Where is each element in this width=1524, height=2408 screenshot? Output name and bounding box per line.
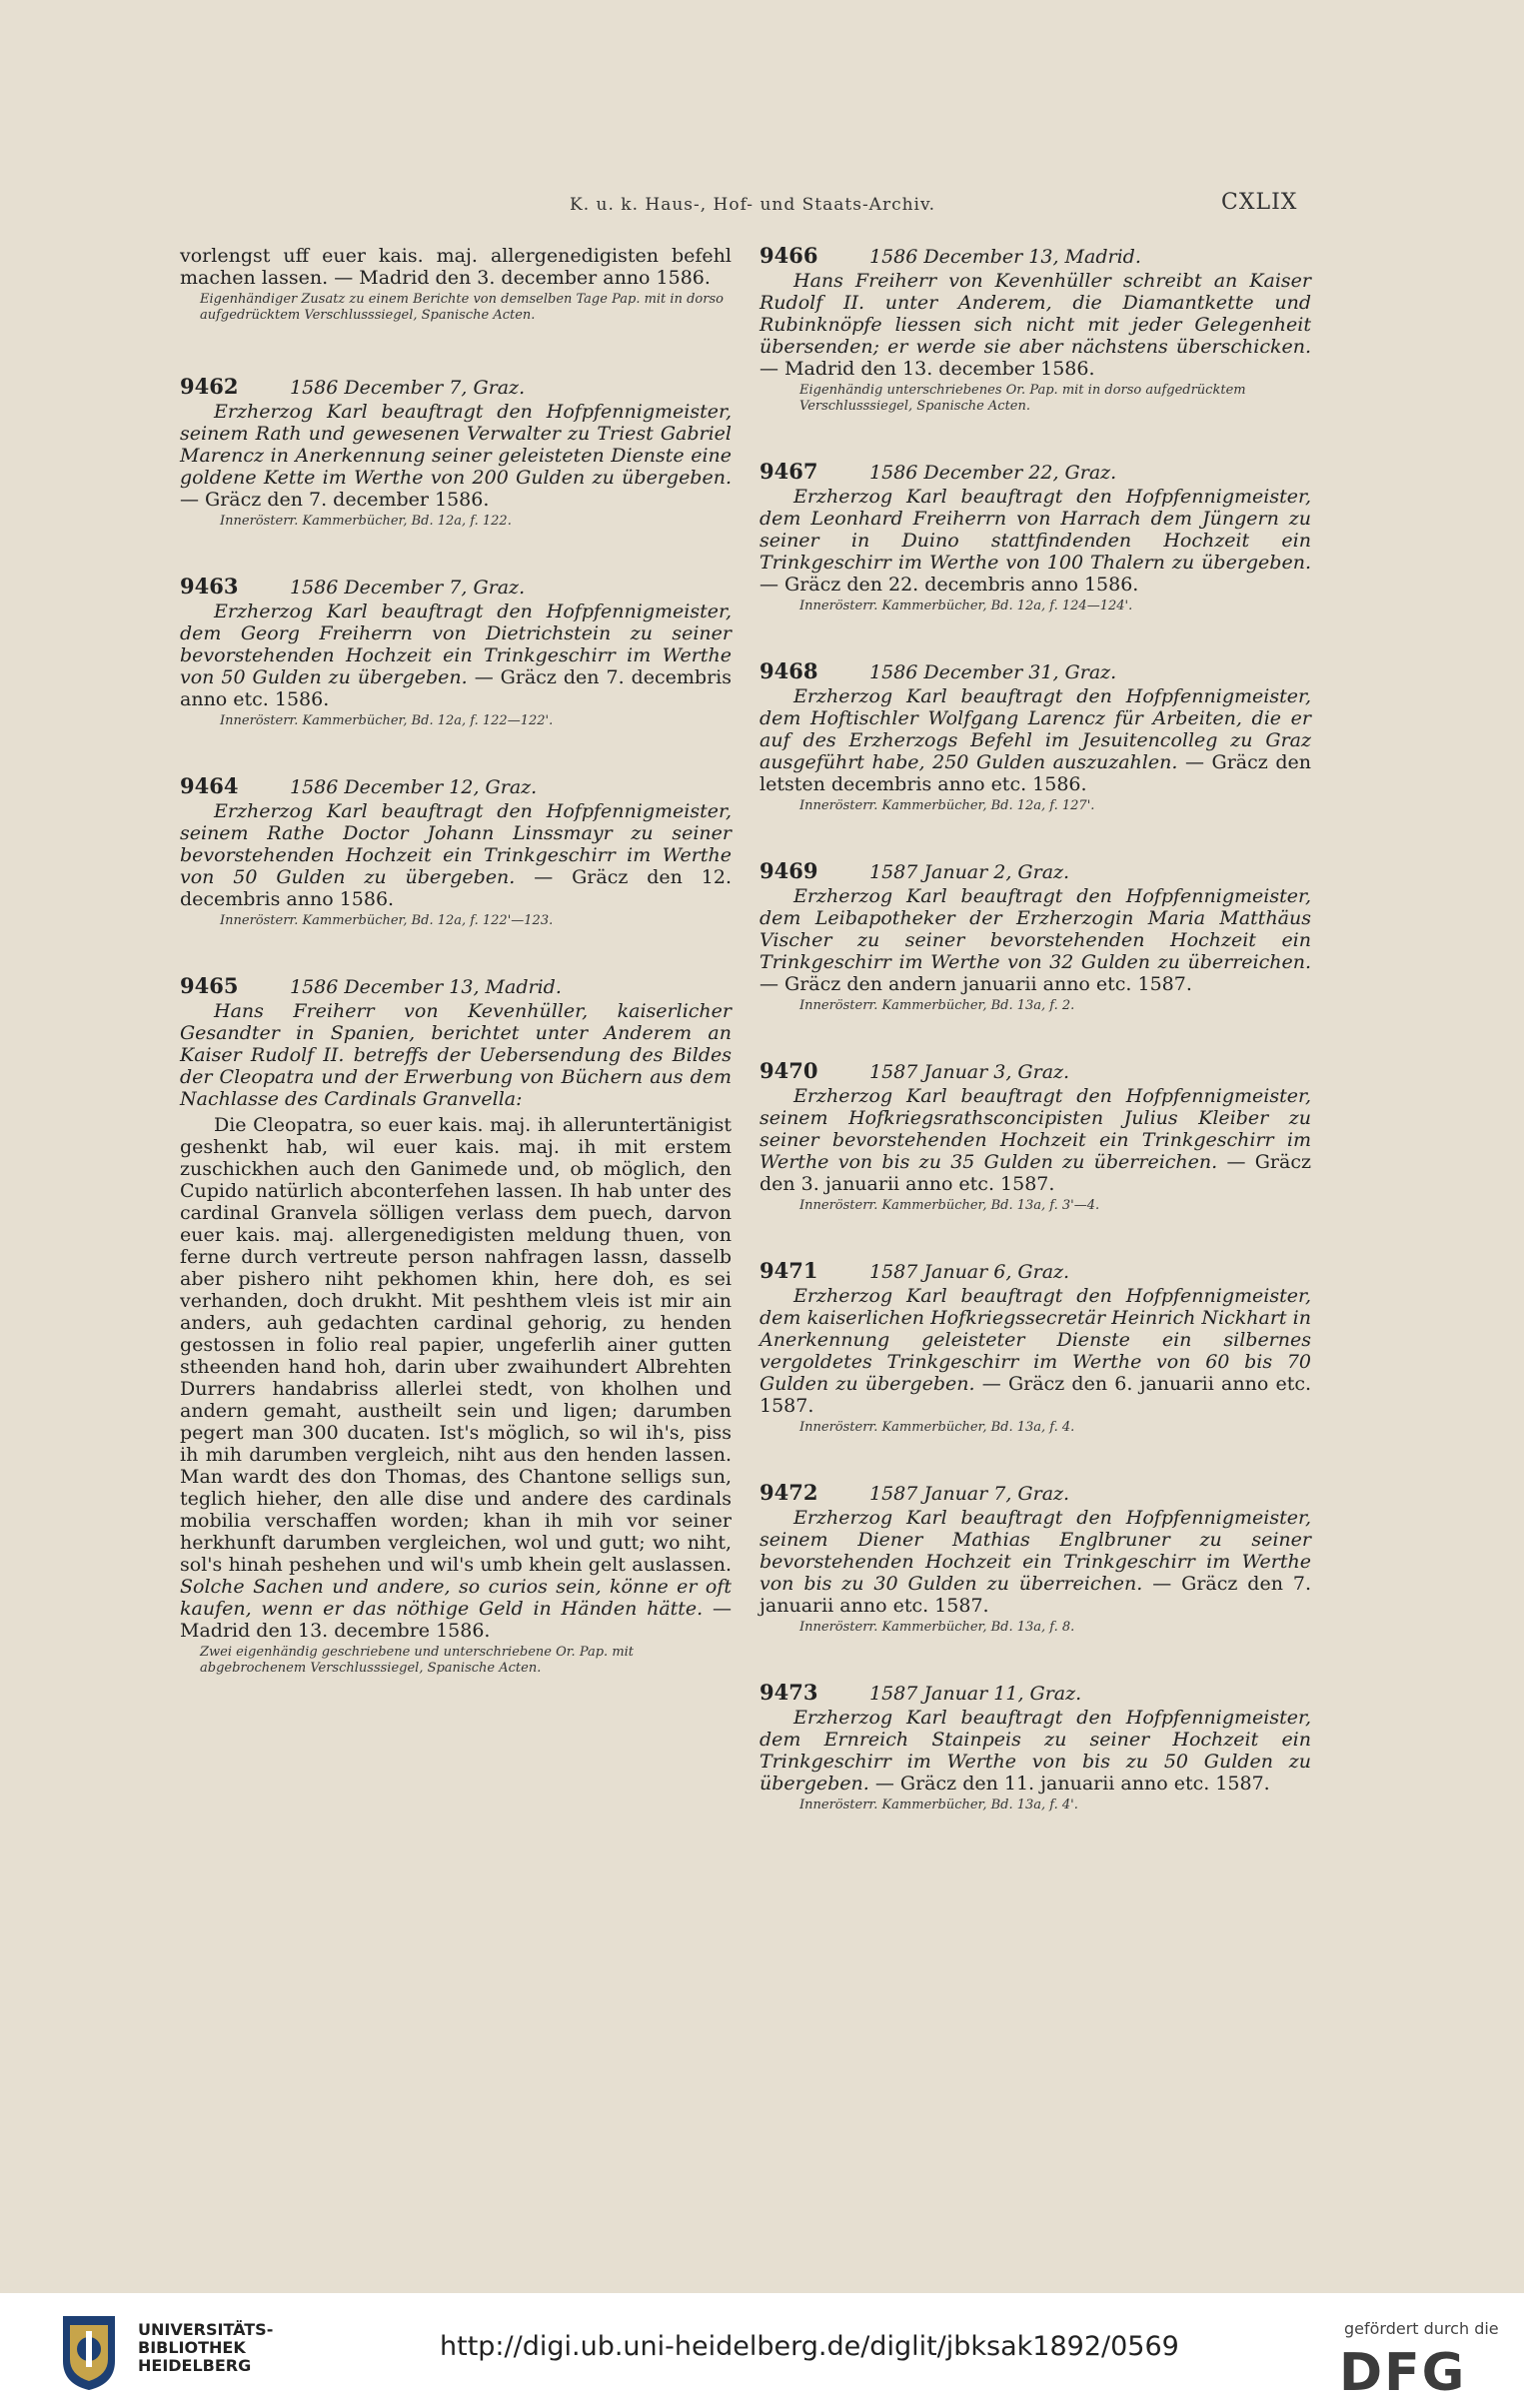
entry-date: 1586 December 12, Graz. bbox=[290, 776, 538, 798]
entry-number: 9470 bbox=[760, 1058, 818, 1083]
entry-summary: Hans Freiherr von Kevenhüller, kaiserlicher Gesandter in Spanien, berichtet unter Anderem an Kaiser Rudolf II. betreffs der Uebersendung des Bildes der Cleopatra und der Erwerbung von Büchern aus dem Nachlasse des Cardinals Granvella: bbox=[180, 1000, 732, 1110]
entry-summary: Erzherzog Karl beauftragt den Hofpfennigmeister, seinem Rathe Doctor Johann Linssmayr zu seiner bevorstehenden Hochzeit ein Trinkgeschirr im Werthe von 50 Gulden zu übergeben. — Gräcz den 12. decembris anno 1586. bbox=[180, 800, 732, 910]
page-header bbox=[0, 185, 1524, 225]
entry-number: 9468 bbox=[760, 658, 818, 683]
entry-source: Innerösterr. Kammerbücher, Bd. 13a, f. 2. bbox=[799, 998, 1075, 1013]
entry-summary: Erzherzog Karl beauftragt den Hofpfennigmeister, seinem Diener Mathias Englbruner zu seiner bevorstehenden Hochzeit ein Trinkgeschirr im Werthe von bis zu 30 Gulden zu überreichen. — Gräcz den 7. januarii anno etc. 1587. bbox=[760, 1507, 1311, 1617]
entry-summary: Erzherzog Karl beauftragt den Hofpfennigmeister, dem kaiserlichen Hofkriegssecretär Heinrich Nickhart in Anerkennung geleisteter Dienste ein silbernes vergoldetes Trinkgeschirr im Werthe von 60 bis 70 Gulden zu übergeben. — Gräcz den 6. januarii anno etc. 1587. bbox=[760, 1285, 1312, 1417]
entry-number: 9462 bbox=[180, 374, 239, 399]
left-column bbox=[180, 245, 732, 1723]
entry-number: 9469 bbox=[760, 858, 818, 883]
entry-date: 1586 December 7, Graz. bbox=[290, 577, 526, 599]
viewer-footer bbox=[0, 2293, 1524, 2408]
entry-9465 bbox=[180, 975, 732, 1677]
entry-summary: Erzherzog Karl beauftragt den Hofpfennigmeister, dem Leonhard Freiherrn von Harrach dem Jüngern zu seiner in Duino stattfindenden Hochzeit ein Trinkgeschirr im Werthe von 100 Thalern zu übergeben. — Gräcz den 22. decembris anno 1586. bbox=[760, 486, 1311, 596]
page-number: CXLIX bbox=[1221, 190, 1298, 215]
entry-date: 1587 Januar 3, Graz. bbox=[869, 1061, 1070, 1083]
entry-text: vorlengst uff euer kais. maj. allergenedigisten befehl machen lassen. — Madrid den 3. december anno 1586. bbox=[180, 245, 732, 289]
library-name: UNIVERSITÄTS- BIBLIOTHEK HEIDELBERG bbox=[138, 2320, 274, 2375]
entry-9463 bbox=[180, 576, 732, 729]
entry-source: Innerösterr. Kammerbücher, Bd. 12a, f. 122. bbox=[220, 514, 512, 529]
entry-date: 1586 December 13, Madrid. bbox=[290, 976, 562, 998]
funded-by-label: gefördert durch die bbox=[1344, 2319, 1499, 2338]
entry-9468 bbox=[760, 660, 1311, 814]
entry-9464 bbox=[180, 775, 732, 929]
entry-number: 9467 bbox=[760, 459, 818, 484]
entry-number: 9473 bbox=[760, 1680, 818, 1705]
entry-summary: Erzherzog Karl beauftragt den Hofpfennigmeister, seinem Rath und gewesenen Verwalter zu Triest Gabriel Marencz in Anerkennung seiner geleisteten Dienste eine goldene Kette im Werthe von 200 Gulden zu übergeben. — Gräcz den 7. december 1586. bbox=[180, 401, 732, 511]
entry-summary: Hans Freiherr von Kevenhüller schreibt an Kaiser Rudolf II. unter Anderem, die Diamantkette und Rubinknöpfe liessen sich nicht mit jeder Gelegenheit übersenden; er werde sie aber nächstens überschicken. — Madrid den 13. december 1586. bbox=[760, 270, 1311, 380]
entry-source: Eigenhändig unterschriebenes Or. Pap. mit in dorso aufgedrücktem Verschlusssiegel, Spanische Acten. bbox=[799, 383, 1246, 414]
entry-9466 bbox=[760, 245, 1311, 415]
entry-9469 bbox=[760, 860, 1311, 1014]
entry-source: Eigenhändiger Zusatz zu einem Berichte von demselben Tage Pap. mit in dorso aufgedrücktem Verschlusssiegel, Spanische Acten. bbox=[200, 292, 724, 323]
entry-number: 9465 bbox=[180, 973, 239, 998]
entry-source: Innerösterr. Kammerbücher, Bd. 12a, f. 127'. bbox=[799, 798, 1095, 813]
entry-summary: Erzherzog Karl beauftragt den Hofpfennigmeister, dem Leibapotheker der Erzherzogin Maria Matthäus Vischer zu seiner bevorstehenden Hochzeit ein Trinkgeschirr im Werthe von 32 Gulden zu überreichen. — Gräcz den andern januarii anno etc. 1587. bbox=[760, 885, 1311, 995]
entry-source: Innerösterr. Kammerbücher, Bd. 12a, f. 122'—123. bbox=[220, 913, 554, 928]
entry-9473 bbox=[760, 1682, 1311, 1813]
permalink[interactable]: http://digi.ub.uni-heidelberg.de/diglit/jbksak1892/0569 bbox=[440, 2331, 1179, 2362]
entry-number: 9466 bbox=[760, 243, 818, 268]
entry-text: Die Cleopatra, so euer kais. maj. ih alleruntertänigist geshenkt hab, wil euer kais. maj. ih mit erstem zuschickhen auch den Ganimede und, ob möglich, den Cupido natürlich abconterfehen lassen. Ih hab unter des cardinal Granvela sölligen verlass dem puech, darvon euer kais. maj. allergenedigisten meldung thuen, von ferne durch vertreute person nahfragen lassn, dasselb aber pishero niht pekhomen khin, here doh, es sei verhanden, doch drukht. Mit peshthem vleis ist mir ain anders, auh gedachten cardinal gehorig, zu henden gestossen in folio real papier, ungeferlih ainer gutten stheenden hand hoh, darin uber zwaihundert Albrehten Durrers handabriss allerlei stedt, von kholhen und andern gemaht, austheilt sein und ligen; darumben pegert man 300 ducaten. Ist's möglich, so wil ih's, piss ih mih darumben vergleich, niht aus den henden lassen. Man wardt des don Thomas, des Chantone selligs sun, teglich hieher, den alle dise und andere des cardinals mobilia verschaffen worden; khan ih mih vor seiner herkhunft darumben vergleichen, wol und gutt; wo niht, sol's hinah peshehen und wil's umb khein gelt auslassen. Solche Sachen und andere, so curios sein, könne er oft kaufen, wenn er das nöthige Geld in Händen hätte. — Madrid den 13. decembre 1586. bbox=[180, 1114, 732, 1642]
entry-date: 1587 Januar 2, Graz. bbox=[869, 861, 1070, 883]
entry-summary: Erzherzog Karl beauftragt den Hofpfennigmeister, seinem Hofkriegsrathsconcipisten Julius Kleiber zu seiner bevorstehenden Hochzeit ein Trinkgeschirr im Werthe von bis zu 35 Gulden zu überreichen. — Gräcz den 3. januarii anno etc. 1587. bbox=[760, 1085, 1311, 1195]
entry-source: Innerösterr. Kammerbücher, Bd. 12a, f. 124—124'. bbox=[799, 599, 1133, 613]
entry-date: 1587 Januar 11, Graz. bbox=[869, 1683, 1082, 1705]
entry-summary: Erzherzog Karl beauftragt den Hofpfennigmeister, dem Ernreich Stainpeis zu seiner Hochzeit ein Trinkgeschirr im Werthe von bis zu 50 Gulden zu übergeben. — Gräcz den 11. januarii anno etc. 1587. bbox=[760, 1707, 1311, 1795]
entry-date: 1586 December 31, Graz. bbox=[869, 661, 1117, 683]
entry-summary: Erzherzog Karl beauftragt den Hofpfennigmeister, dem Hoftischler Wolfgang Larencz für Arbeiten, die er auf des Erzherzogs Befehl im Jesuitencolleg zu Graz ausgeführt habe, 250 Gulden auszuzahlen. — Gräcz den letsten decembris anno etc. 1586. bbox=[760, 685, 1311, 795]
right-column bbox=[760, 245, 1311, 1859]
entry-source: Innerösterr. Kammerbücher, Bd. 13a, f. 4'. bbox=[799, 1798, 1078, 1812]
dfg-logo: DFG bbox=[1339, 2343, 1467, 2403]
entry-source: Innerösterr. Kammerbücher, Bd. 13a, f. 8. bbox=[799, 1620, 1075, 1635]
entry-date: 1587 Januar 6, Graz. bbox=[869, 1261, 1070, 1283]
entry-date: 1586 December 13, Madrid. bbox=[869, 246, 1141, 268]
running-head: K. u. k. Haus-, Hof- und Staats-Archiv. bbox=[570, 195, 935, 215]
entry-summary: Erzherzog Karl beauftragt den Hofpfennigmeister, dem Georg Freiherrn von Dietrichstein zu seiner bevorstehenden Hochzeit ein Trinkgeschirr im Werthe von 50 Gulden zu übergeben. — Gräcz den 7. decembris anno etc. 1586. bbox=[180, 601, 732, 710]
entry-number: 9463 bbox=[180, 574, 239, 599]
entry-number: 9464 bbox=[180, 773, 239, 798]
entry-source: Innerösterr. Kammerbücher, Bd. 12a, f. 122—122'. bbox=[220, 713, 554, 728]
entry-date: 1587 Januar 7, Graz. bbox=[869, 1483, 1070, 1505]
entry-date: 1586 December 22, Graz. bbox=[869, 462, 1117, 484]
entry-source: Zwei eigenhändig geschriebene und unterschriebene Or. Pap. mit abgebrochenem Verschlusssiegel, Spanische Acten. bbox=[200, 1645, 635, 1676]
entry-source: Innerösterr. Kammerbücher, Bd. 13a, f. 4. bbox=[799, 1420, 1075, 1435]
university-seal-icon bbox=[60, 2311, 118, 2391]
entry-9470 bbox=[760, 1060, 1311, 1214]
entry-9462 bbox=[180, 376, 732, 530]
entry-source: Innerösterr. Kammerbücher, Bd. 13a, f. 3'—4. bbox=[799, 1198, 1100, 1213]
entry-9471 bbox=[760, 1260, 1311, 1436]
entry-number: 9471 bbox=[760, 1258, 818, 1283]
entry-9467 bbox=[760, 461, 1311, 614]
entry-9472 bbox=[760, 1482, 1311, 1636]
continued-entry bbox=[180, 245, 732, 324]
entry-date: 1586 December 7, Graz. bbox=[290, 377, 526, 399]
entry-number: 9472 bbox=[760, 1480, 818, 1505]
